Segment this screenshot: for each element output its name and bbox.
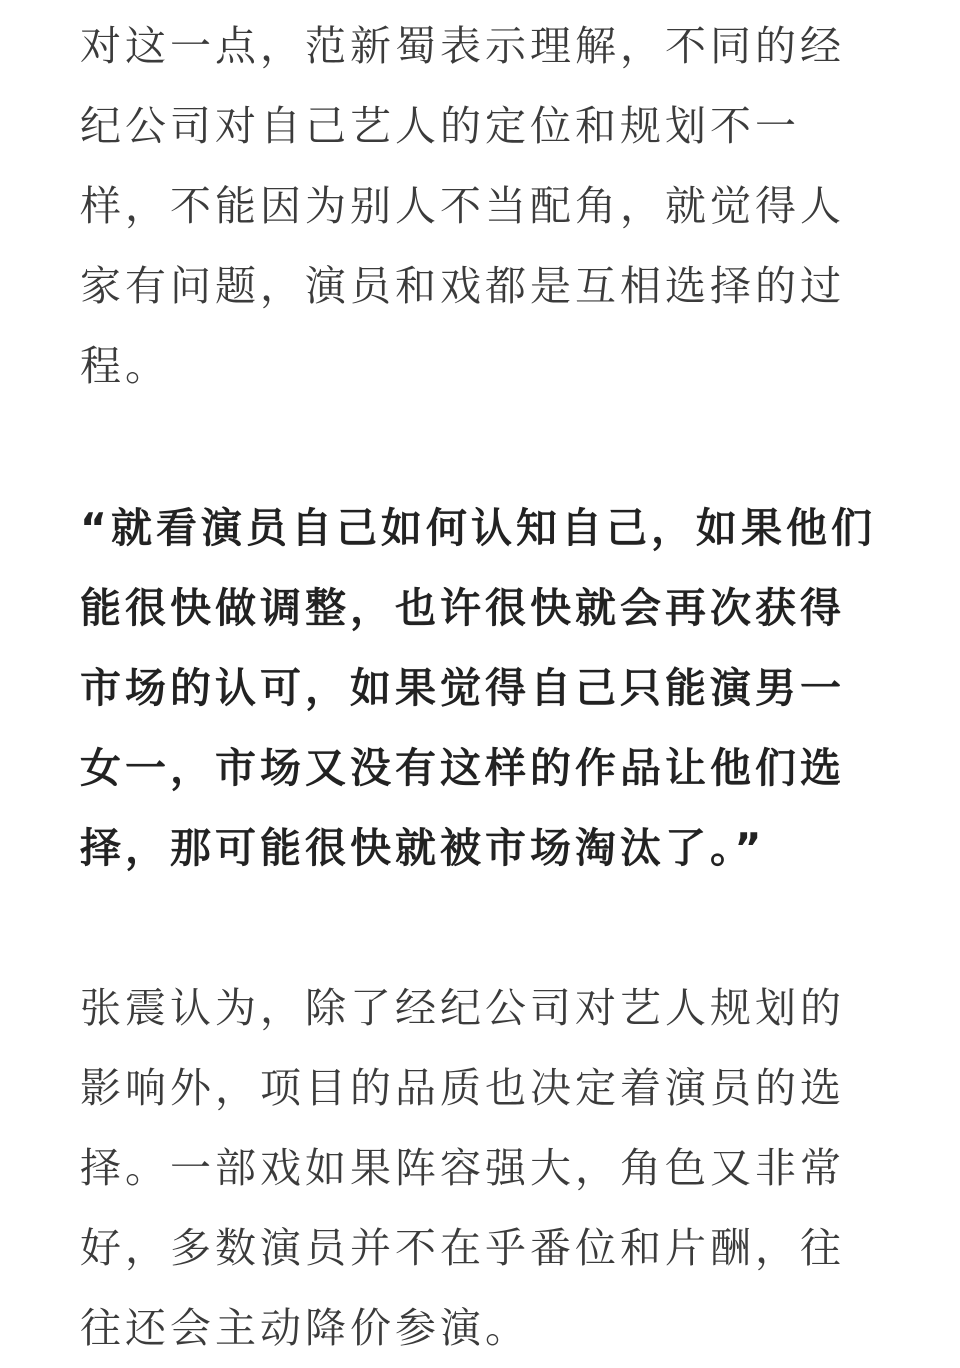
quote-paragraph xyxy=(80,488,880,888)
text-line: 程。 xyxy=(80,342,170,390)
quote-line: 市场的认可，如果觉得自己只能演男一 xyxy=(80,664,845,712)
paragraph-fan-xinshu xyxy=(80,6,880,406)
text-line: 往还会主动降价参演。 xyxy=(80,1304,530,1352)
text-line: 家有问题，演员和戏都是互相选择的过 xyxy=(80,262,845,310)
text-line: 择。一部戏如果阵容强大，角色又非常 xyxy=(80,1144,845,1192)
text-line: 样，不能因为别人不当配角，就觉得人 xyxy=(80,182,845,230)
quote-line: 择，那可能很快就被市场淘汰了。” xyxy=(80,824,766,872)
paragraph-zhang-zhen xyxy=(80,968,880,1368)
text-line: 对这一点，范新蜀表示理解，不同的经 xyxy=(80,22,845,70)
text-line: 纪公司对自己艺人的定位和规划不一 xyxy=(80,102,800,150)
text-line: 好，多数演员并不在乎番位和片酬，往 xyxy=(80,1224,845,1272)
quote-line: “就看演员自己如何认知自己，如果他们 xyxy=(80,504,876,552)
quote-line: 女一，市场又没有这样的作品让他们选 xyxy=(80,744,845,792)
quote-line: 能很快做调整，也许很快就会再次获得 xyxy=(80,584,845,632)
text-line: 影响外，项目的品质也决定着演员的选 xyxy=(80,1064,845,1112)
text-line: 张震认为，除了经纪公司对艺人规划的 xyxy=(80,984,845,1032)
